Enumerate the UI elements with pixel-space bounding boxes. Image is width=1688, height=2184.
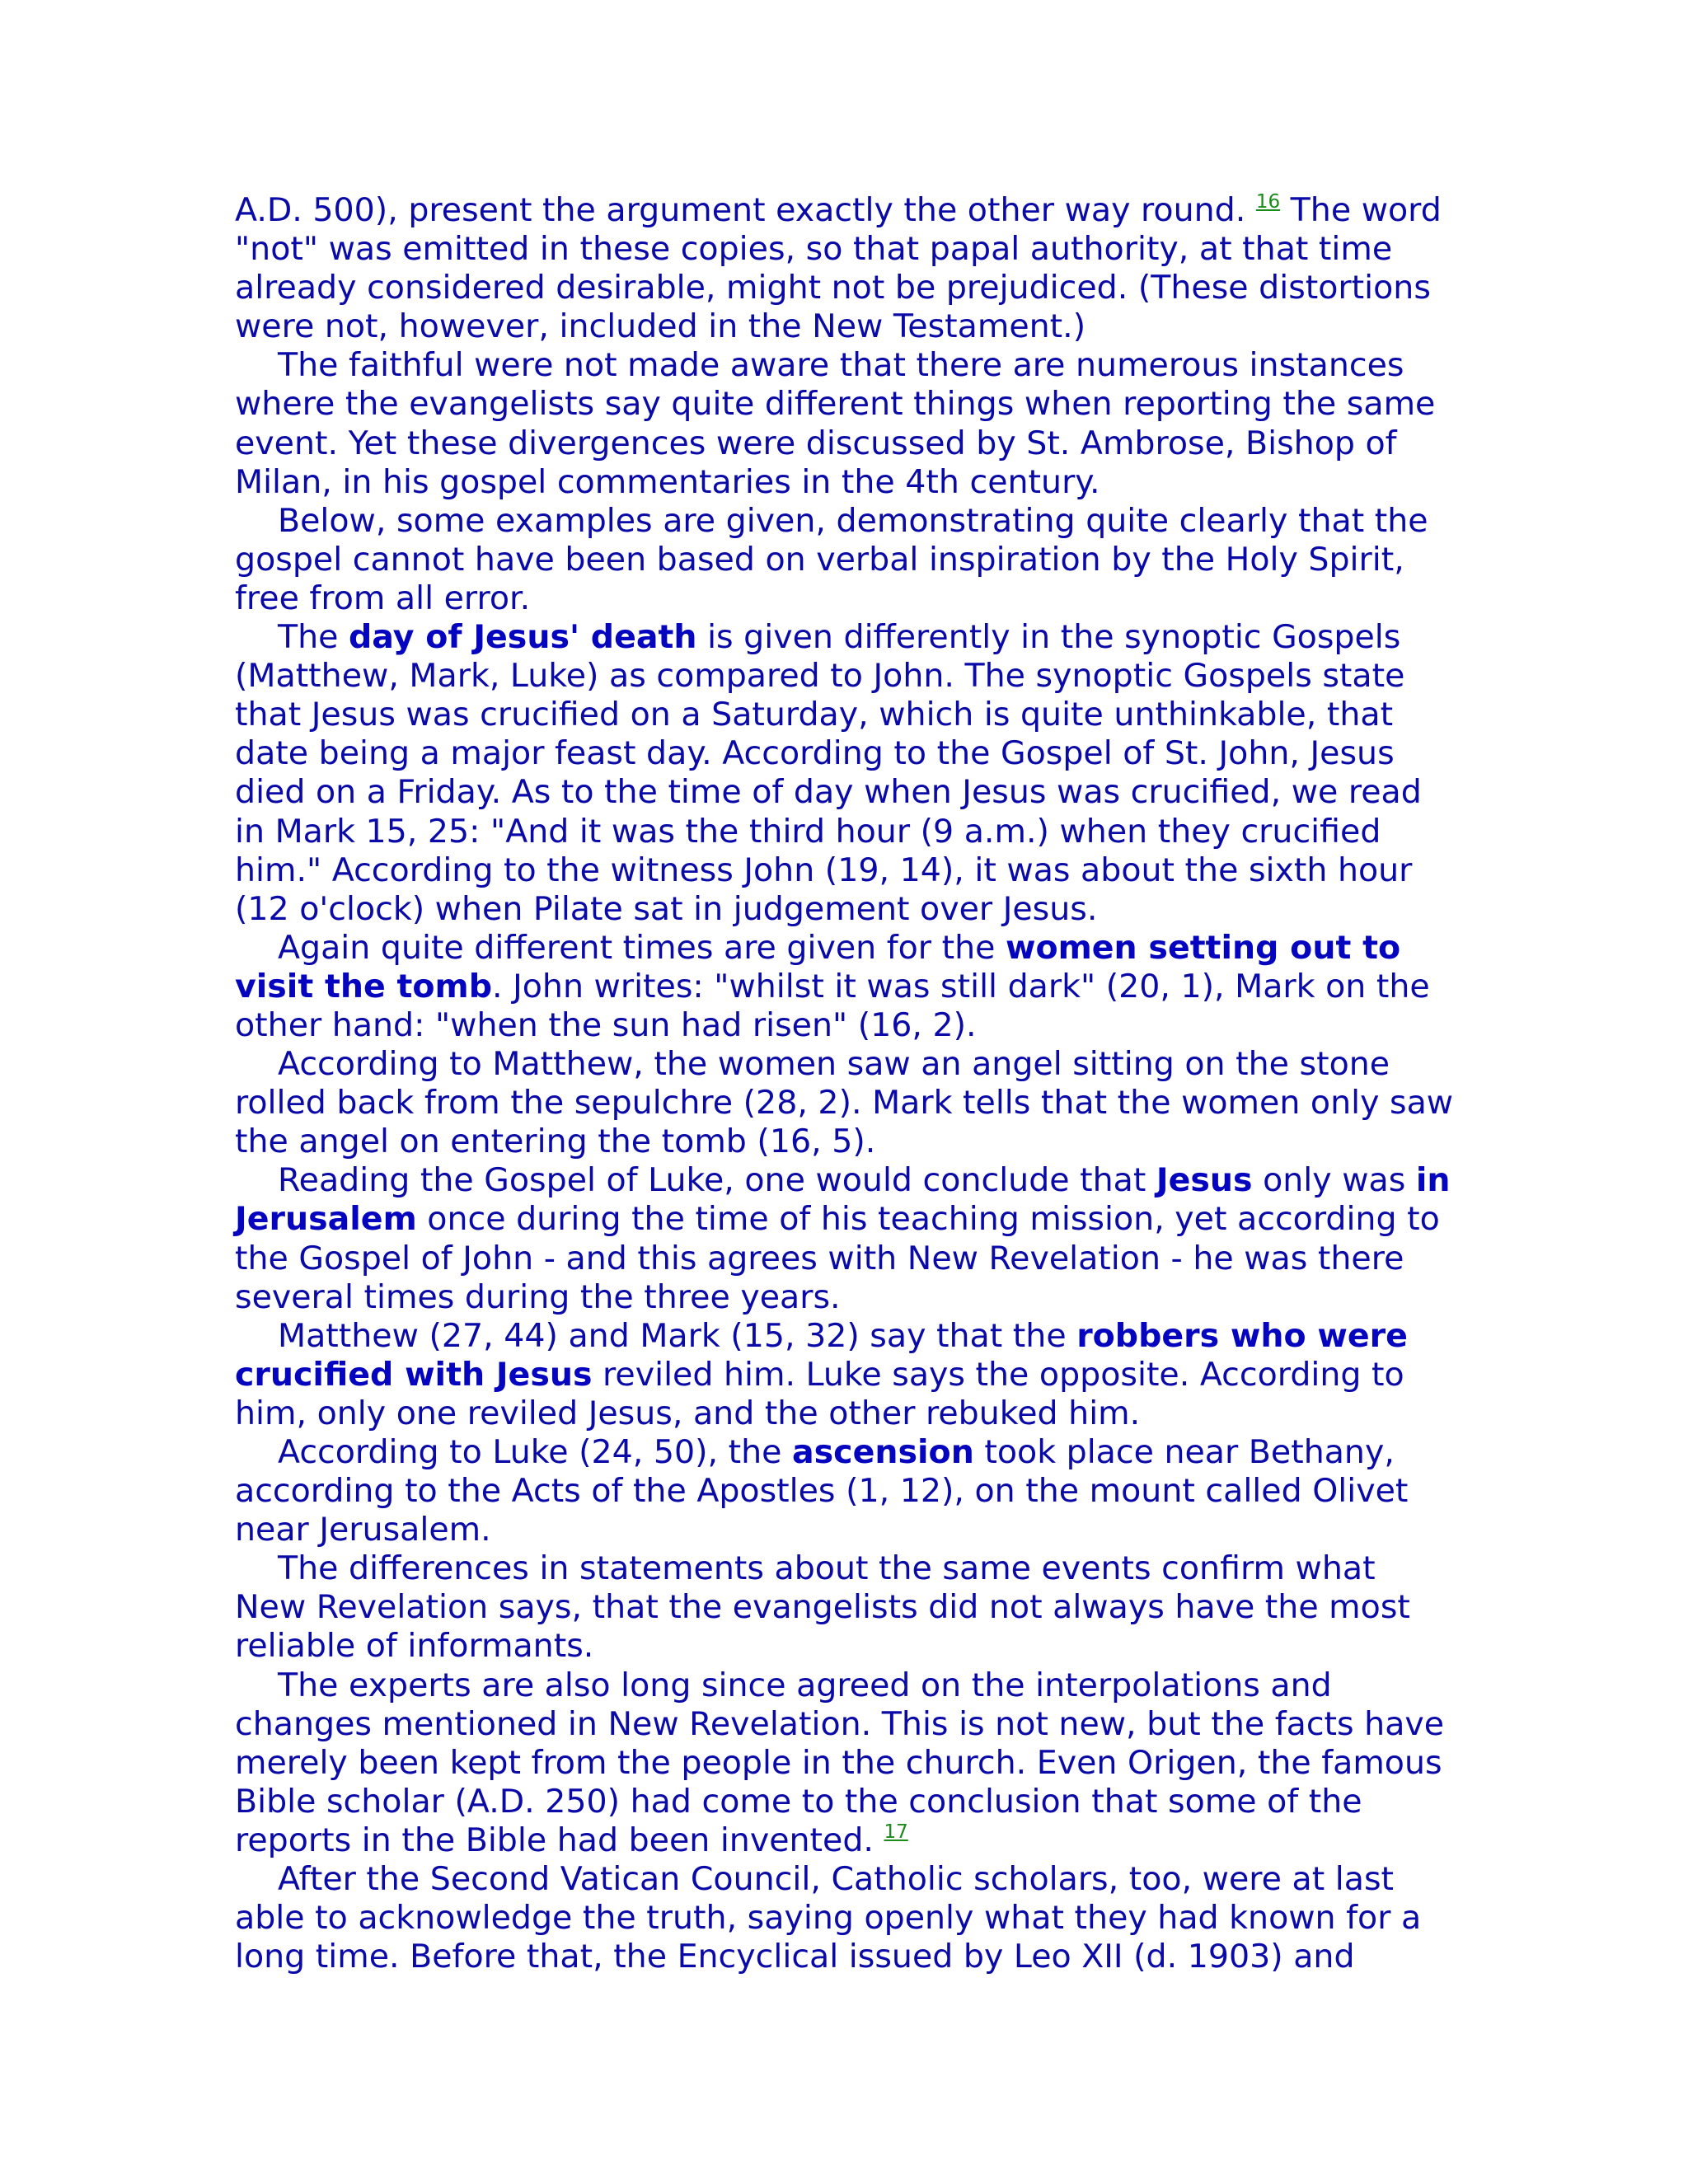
- text-run: Again quite different times are given for the: [278, 928, 1006, 967]
- paragraph-4: [235, 618, 1455, 929]
- emphasis-robbers: robbers who were crucified with Jesus: [235, 1316, 1408, 1394]
- text-run: Matthew (27, 44) and Mark (15, 32) say that the: [278, 1316, 1077, 1355]
- text-run: only was: [1252, 1161, 1416, 1200]
- paragraph-2: [235, 346, 1455, 501]
- text-run: once during the time of his teaching mission, yet according to the Gospel of John - and this agrees with New Revelation - he was there several times during the three years.: [235, 1200, 1440, 1316]
- paragraph-5: [235, 929, 1455, 1045]
- paragraph-9: [235, 1433, 1455, 1549]
- paragraph-11: [235, 1666, 1455, 1860]
- emphasis-ascension: ascension: [792, 1433, 974, 1471]
- footnote-link-17[interactable]: 17: [884, 1821, 908, 1843]
- text-run: After the Second Vatican Council, Catholic scholars, too, were at last able to acknowledge the truth, saying openly what they had known for a long time. Before that, the Encyclical issued by Leo XII (d. 1903) and: [235, 1860, 1422, 1976]
- paragraph-1: [235, 191, 1455, 346]
- text-run: took place near Bethany, according to the Acts of the Apostles (1, 12), on the mount called Olivet near Jerusalem.: [235, 1433, 1409, 1549]
- footnote-link-16[interactable]: 16: [1255, 191, 1281, 213]
- text-run: Reading the Gospel of Luke, one would conclude that: [278, 1161, 1156, 1200]
- paragraph-8: [235, 1317, 1455, 1433]
- text-run: According to Matthew, the women saw an angel sitting on the stone rolled back from the sepulchre (28, 2). Mark tells that the women only saw the angel on entering the tomb (16, 5).: [235, 1045, 1454, 1161]
- text-run: is given differently in the synoptic Gospels (Matthew, Mark, Luke) as compared to John. The synoptic Gospels state that Jesus was crucified on a Saturday, which is quite unthinkable, that date being a major feast day. According to the Gospel of St. John, Jesus died on a Friday. As to the time of day when Jesus was crucified, we read in Mark 15, 25: "And it was the third hour (9 a.m.) when they crucified him." According to the witness John (19, 14), it was about the sixth hour (12 o'clock) when Pilate sat in judgement over Jesus.: [235, 618, 1422, 928]
- emphasis-in-jerusalem: in Jerusalem: [235, 1161, 1451, 1239]
- paragraph-6: [235, 1045, 1455, 1161]
- emphasis-women-tomb: women setting out to visit the tomb: [235, 928, 1401, 1005]
- text-run: The faithful were not made aware that there are numerous instances where the evangelists say quite different things when reporting the same event. Yet these divergences were discussed by St. Ambrose, Bishop of Milan, in his gospel commentaries in the 4th century.: [235, 346, 1436, 501]
- text-run: Below, some examples are given, demonstrating quite clearly that the gospel cannot have been based on verbal inspiration by the Holy Spirit, free from all error.: [235, 501, 1428, 617]
- text-run: The: [278, 618, 349, 657]
- text-run: reviled him. Luke says the opposite. According to him, only one reviled Jesus, and the other rebuked him.: [235, 1355, 1404, 1432]
- text-run: The experts are also long since agreed on the interpolations and changes mentioned in New Revelation. This is not new, but the facts have merely been kept from the people in the church. Even Origen, the famous Bible scholar (A.D. 250) had come to the conclusion that some of the reports in the Bible had been invented.: [235, 1666, 1445, 1859]
- paragraph-12: [235, 1860, 1455, 1976]
- paragraph-7: [235, 1161, 1455, 1316]
- text-run: . John writes: "whilst it was still dark" (20, 1), Mark on the other hand: "when the sun had risen" (16, 2).: [235, 967, 1430, 1044]
- paragraph-3: [235, 502, 1455, 618]
- text-run: The differences in statements about the same events confirm what New Revelation says, that the evangelists did not always have the most reliable of informants.: [235, 1549, 1410, 1666]
- emphasis-day-of-death: day of Jesus' death: [349, 618, 697, 657]
- text-run: The word "not" was emitted in these copies, so that papal authority, at that time already considered desirable, might not be prejudiced. (These distortions were not, however, included in the New Testament.): [235, 191, 1442, 346]
- paragraph-10: [235, 1549, 1455, 1666]
- text-run: A.D. 500), present the argument exactly the other way round.: [235, 191, 1256, 229]
- document-page: [235, 191, 1455, 1976]
- text-run: According to Luke (24, 50), the: [278, 1433, 793, 1471]
- emphasis-jesus: Jesus: [1156, 1161, 1253, 1200]
